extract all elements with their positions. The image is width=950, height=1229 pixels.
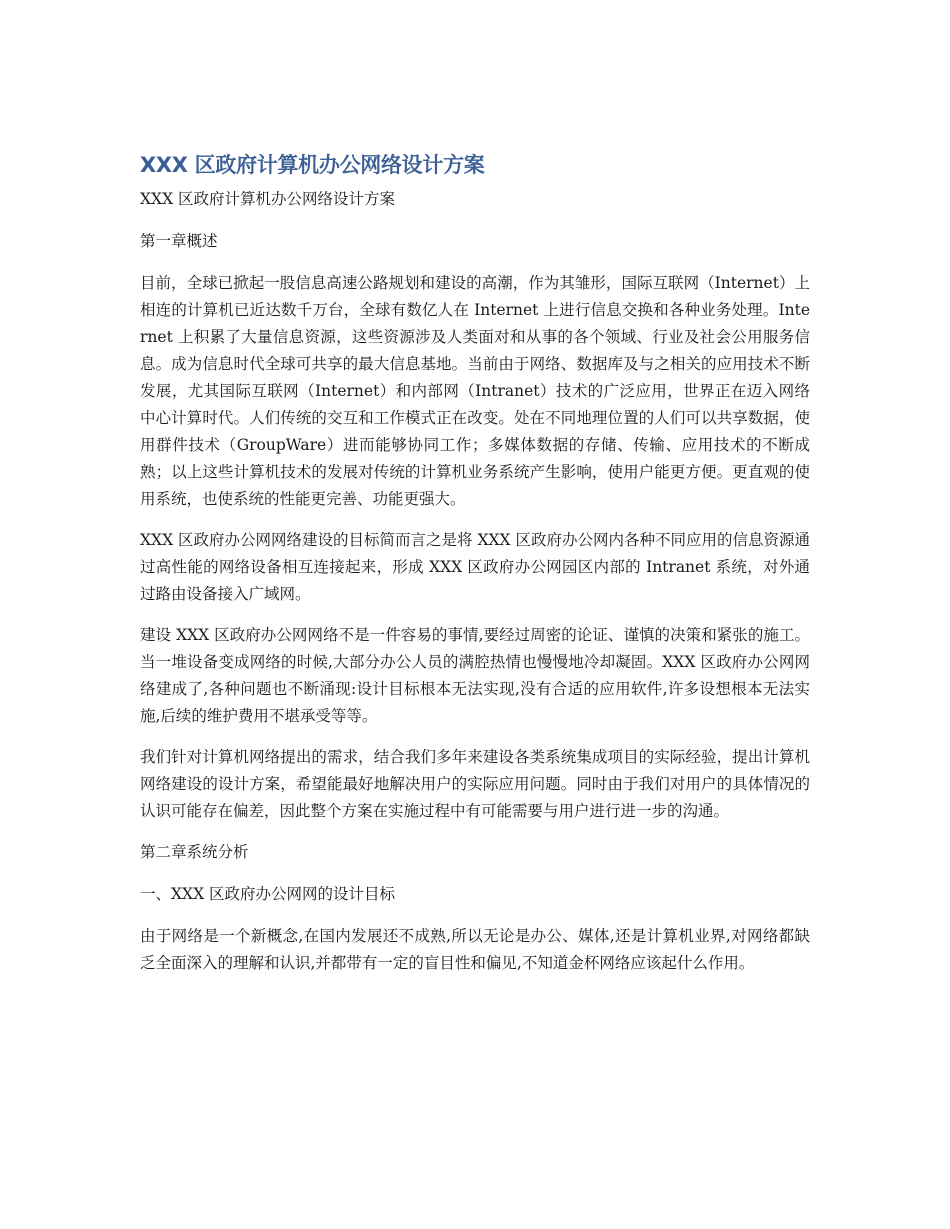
- construction-paragraph: 建设 XXX 区政府办公网网络不是一件容易的事情,要经过周密的论证、谨慎的决策和紧张的施工。当一堆设备变成网络的时候,大部分办公人员的满腔热情也慢慢地冷却凝固。XXX 区政府办公网网络建成了,各种问题也不断涌现:设计目标根本无法实现,没有合适的应用软件,许多设想根本无法实施,后续的维护费用不堪承受等等。: [140, 626, 810, 725]
- chapter-2-heading: 第二章系统分析: [140, 843, 249, 861]
- proposal-paragraph: 我们针对计算机网络提出的需求，结合我们多年来建设各类系统集成项目的实际经验，提出计算机网络建设的设计方案，希望能最好地解决用户的实际应用问题。同时由于我们对用户的具体情况的认识可能存在偏差，因此整个方案在实施过程中有可能需要与用户进行进一步的沟通。: [140, 748, 810, 820]
- document-body: [140, 150, 810, 991]
- network-concept-paragraph: 由于网络是一个新概念,在国内发展还不成熟,所以无论是办公、媒体,还是计算机业界,对网络都缺乏全面深入的理解和认识,并都带有一定的盲目性和偏见,不知道金杯网络应该起什么作用。: [140, 927, 810, 972]
- overview-paragraph: 目前，全球已掀起一股信息高速公路规划和建设的高潮，作为其雏形，国际互联网（Internet）上相连的计算机已近达数千万台，全球有数亿人在 Internet 上进行信息交换和各种业务处理。Internet 上积累了大量信息资源，这些资源涉及人类面对和从事的各个领域、行业及社会公用服务信息。成为信息时代全球可共享的最大信息基地。当前由于网络、数据库及与之相关的应用技术不断发展，尤其国际互联网（Internet）和内部网（Intranet）技术的广泛应用，世界正在迈入网络中心计算时代。人们传统的交互和工作模式正在改变。处在不同地理位置的人们可以共享数据，使用群件技术（GroupWare）进而能够协同工作；多媒体数据的存储、传输、应用技术的不断成熟；以上这些计算机技术的发展对传统的计算机业务系统产生影响，使用户能更方便。更直观的使用系统，也使系统的性能更完善、功能更强大。: [140, 274, 810, 508]
- chapter-1-heading: 第一章概述: [140, 232, 218, 250]
- section-1-heading: 一、XXX 区政府办公网网的设计目标: [140, 885, 396, 903]
- network-goal-paragraph: XXX 区政府办公网网络建设的目标简而言之是将 XXX 区政府办公网内各种不同应用的信息资源通过高性能的网络设备相互连接起来，形成 XXX 区政府办公网园区内部的 Intranet 系统，对外通过路由设备接入广域网。: [140, 531, 810, 603]
- document-title: XXX 区政府计算机办公网络设计方案: [140, 153, 485, 177]
- subtitle-paragraph: XXX 区政府计算机办公网络设计方案: [140, 190, 396, 208]
